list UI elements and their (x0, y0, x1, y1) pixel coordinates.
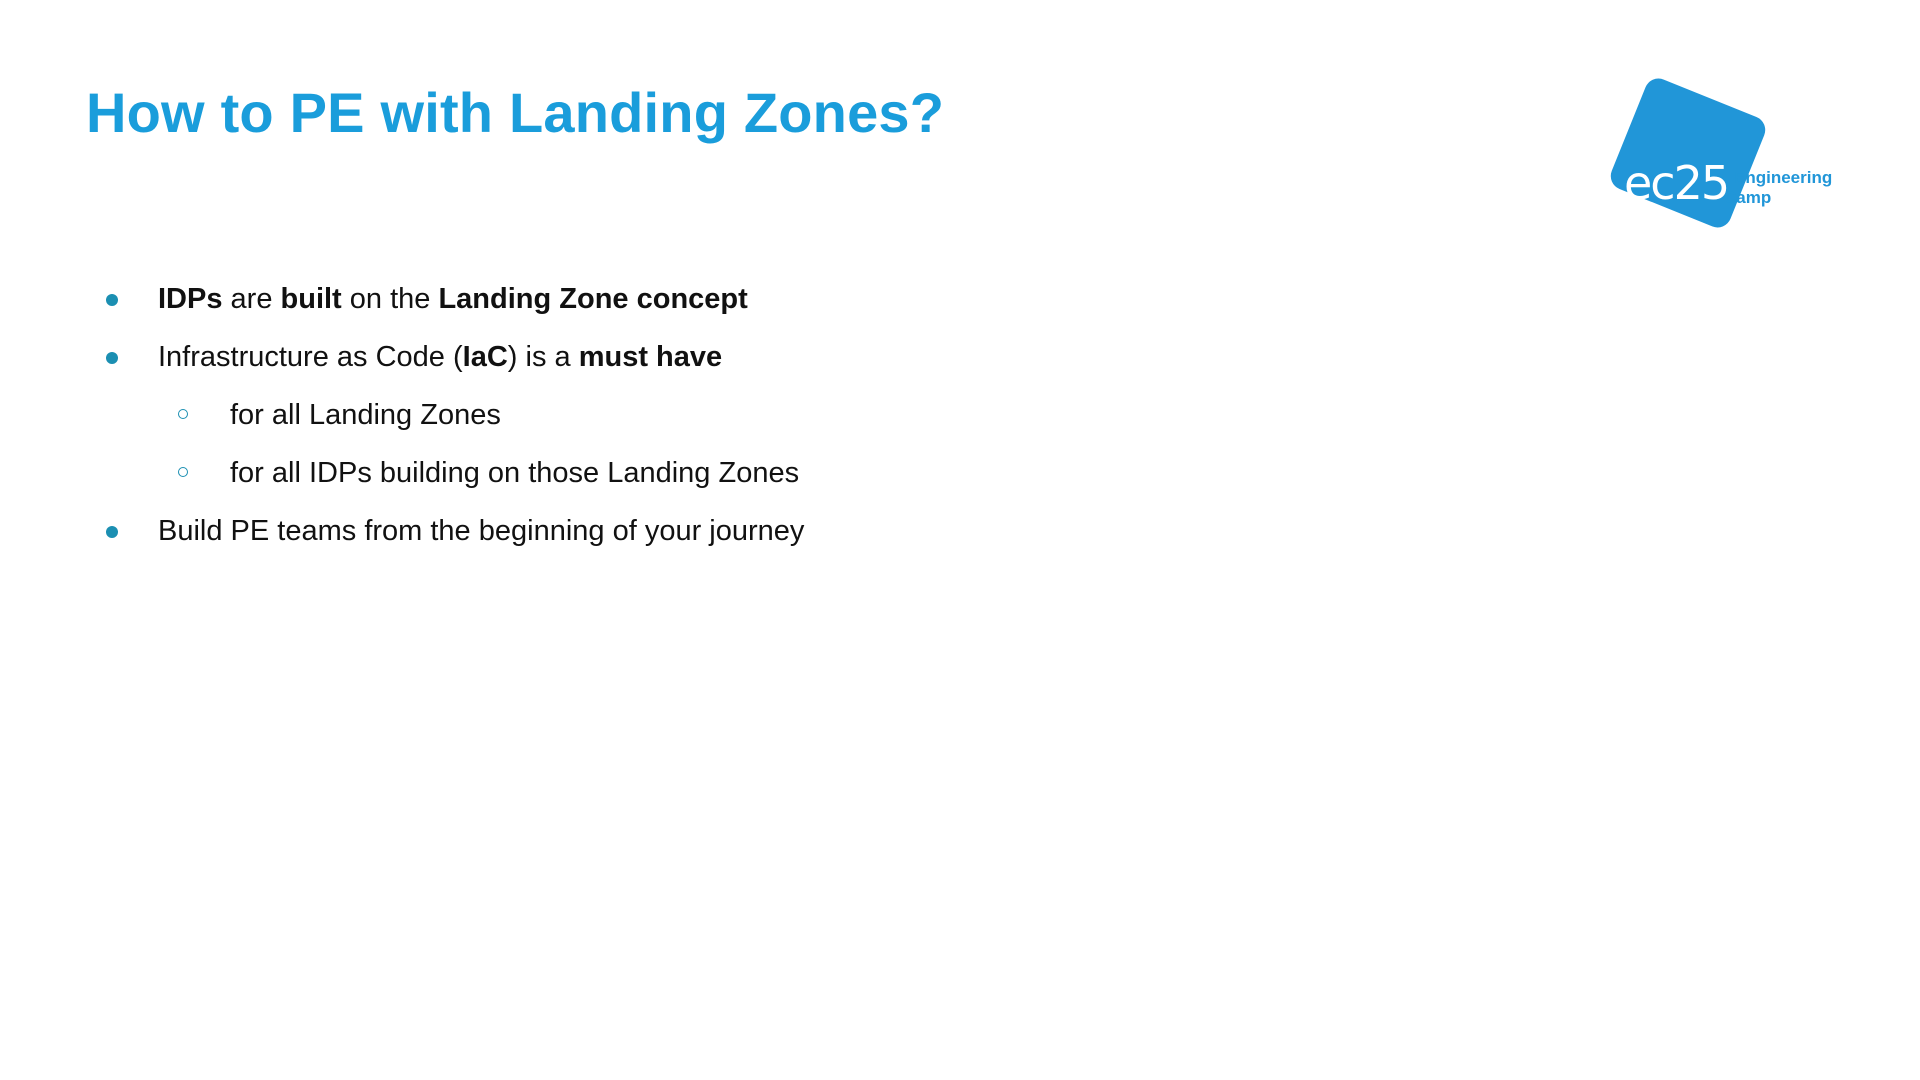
bullet-text: on the (341, 283, 439, 315)
logo-wordmark (1724, 168, 1833, 208)
bullet-text: for all IDPs building on those Landing Zones (230, 457, 800, 489)
sub-bullet-item (100, 449, 804, 507)
bullet-item (100, 333, 804, 391)
bullet-item (100, 507, 804, 565)
bullet-dot-icon (106, 352, 118, 364)
ec25-logo (1600, 80, 1860, 240)
bullet-list (100, 275, 804, 565)
bullet-text-bold: built (280, 283, 342, 315)
bullet-text: for all Landing Zones (230, 399, 501, 431)
bullet-item (100, 275, 804, 333)
bullet-text-bold: IaC (462, 341, 508, 373)
bullet-dot-icon (106, 526, 118, 538)
bullet-text-bold: IDPs (158, 283, 223, 315)
bullet-dot-icon (106, 294, 118, 306)
bullet-text: Build PE teams from the beginning of your journey (158, 515, 805, 547)
bullet-text: ) is a (507, 341, 579, 373)
logo-wordmark-line1: Engineering (1734, 168, 1833, 187)
bullet-text-bold: Landing Zone concept (438, 283, 748, 315)
sub-bullet-item (100, 391, 804, 449)
bullet-text: Infrastructure as Code ( (158, 341, 463, 373)
logo-mark: ec25 (1624, 156, 1729, 210)
bullet-ring-icon (178, 467, 188, 477)
slide-title: How to PE with Landing Zones? (86, 81, 945, 144)
bullet-text: are (222, 283, 281, 315)
logo-wordmark-line2: Camp (1724, 188, 1772, 207)
bullet-ring-icon (178, 409, 188, 419)
bullet-text-bold: must have (578, 341, 723, 373)
